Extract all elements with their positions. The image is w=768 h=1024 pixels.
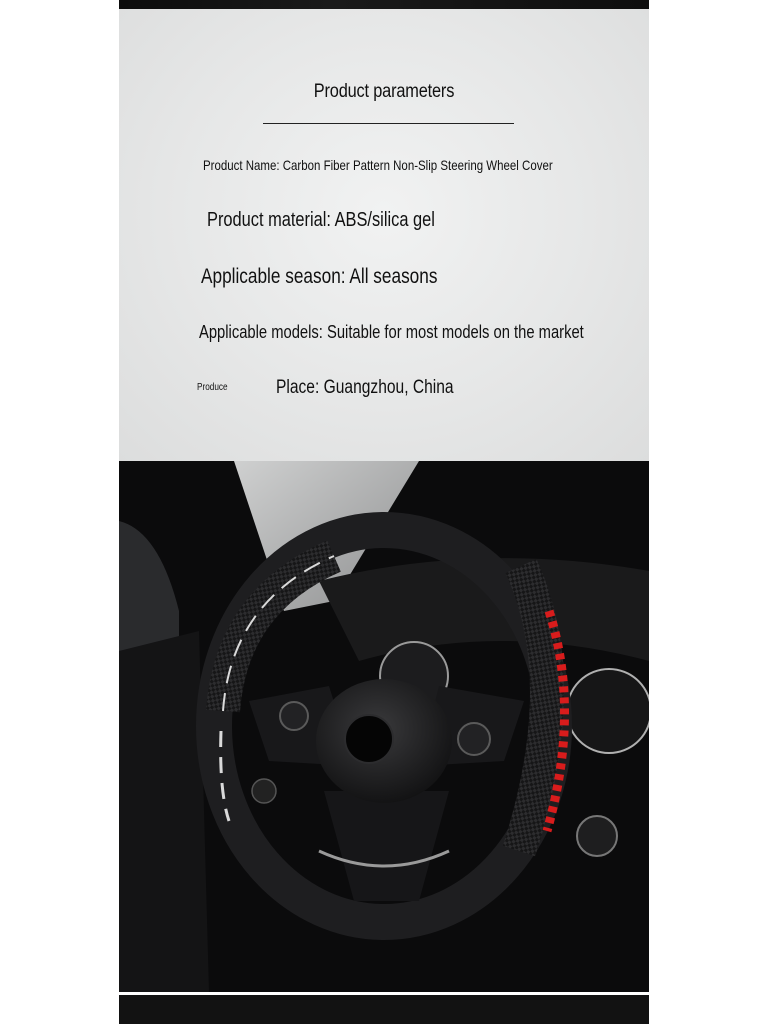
door-panel <box>119 631 209 992</box>
product-material-text: Product material: ABS/silica gel <box>207 209 435 231</box>
parameters-title: Product parameters <box>313 81 455 102</box>
dash-knob <box>252 779 276 803</box>
left-control-button <box>280 702 308 730</box>
top-image-strip <box>119 0 649 9</box>
steering-wheel-photo <box>119 461 649 992</box>
product-parameters-panel <box>119 9 649 461</box>
brand-emblem <box>345 715 393 763</box>
applicable-models-text: Applicable models: Suitable for most models on the market <box>199 322 584 342</box>
right-control-button <box>458 723 490 755</box>
steering-wheel-illustration <box>119 461 649 992</box>
place-text: Place: Guangzhou, China <box>276 377 454 398</box>
product-name-text: Product Name: Carbon Fiber Pattern Non-Slip Steering Wheel Cover <box>203 157 553 173</box>
engine-start-button <box>577 816 617 856</box>
produce-label: Produce <box>197 382 228 393</box>
applicable-season-text: Applicable season: All seasons <box>201 265 438 288</box>
bottom-image-strip <box>119 995 649 1024</box>
title-divider <box>263 123 514 124</box>
tachometer <box>567 669 649 753</box>
